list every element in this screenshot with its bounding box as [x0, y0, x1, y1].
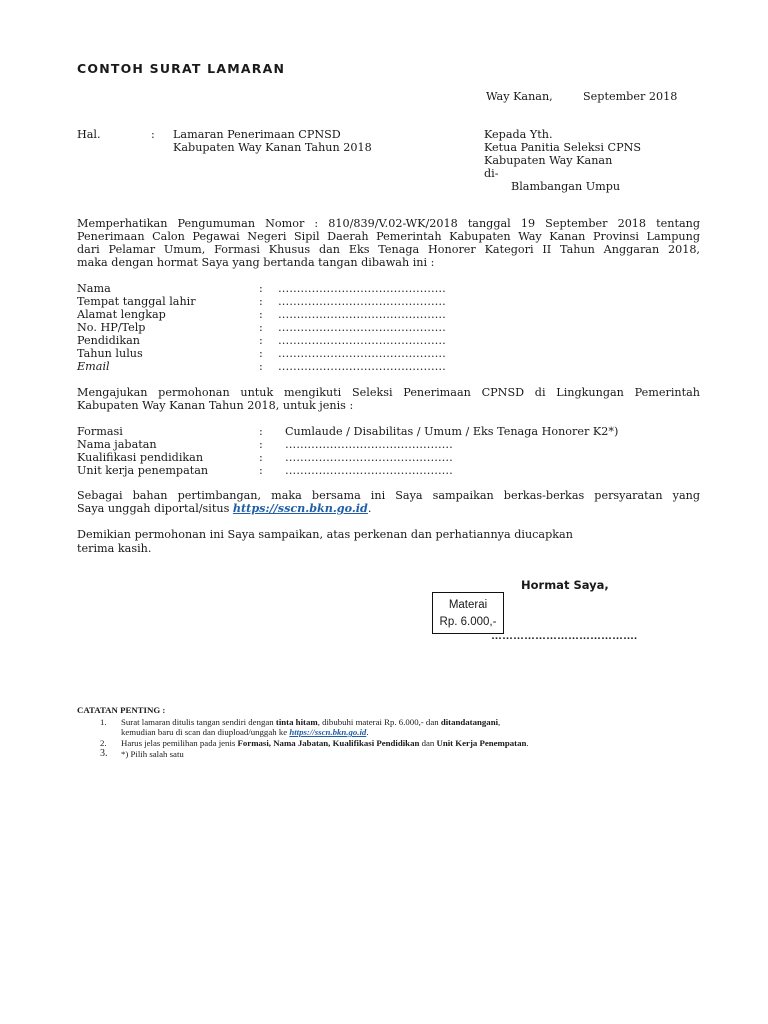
note-sscn-link[interactable]: https://sscn.bkn.go.id [289, 727, 367, 737]
notes-heading: CATATAN PENTING : [77, 705, 166, 715]
field-blank: ……………………………………… [278, 360, 446, 373]
signature-greeting: Hormat Saya, [521, 578, 609, 592]
field-label: Pendidikan [77, 334, 140, 347]
hal-line-1: Lamaran Penerimaan CPNSD [173, 128, 341, 141]
field-blank: ……………………………………… [278, 308, 446, 321]
field-label: Tahun lulus [77, 347, 143, 360]
recipient-line: Blambangan Umpu [511, 180, 621, 193]
note-number: 1. [100, 717, 107, 727]
apply-line: Mengajukan permohonan untuk mengikuti Seleksi Penerimaan CPNSD di Lingkungan Pemerintah [77, 386, 700, 399]
field-blank: ……………………………………… [278, 334, 446, 347]
field-colon: : [259, 282, 263, 295]
materai-label: Materai [448, 599, 488, 611]
consider-line [77, 502, 371, 515]
recipient-line: Kepada Yth. [484, 128, 553, 141]
field-label: Nama [77, 282, 111, 295]
formasi-blank: ……………………………………… [285, 451, 453, 464]
formasi-colon: : [259, 438, 263, 451]
field-blank: ……………………………………… [278, 295, 446, 308]
recipient-line: di- [484, 167, 499, 180]
note-item [0, 738, 768, 749]
note-text: *) Pilih salah satu [121, 749, 184, 759]
hal-colon: : [151, 128, 155, 141]
intro-line: dari Pelamar Umum, Formasi Khusus dan Eks Tenaga Honorer Kategori II Tahun Anggaran 2018, [77, 243, 700, 256]
field-colon: : [259, 347, 263, 360]
intro-line: Memperhatikan Pengumuman Nomor : 810/839/V.02-WK/2018 tanggal 19 September 2018 tentang [77, 217, 700, 230]
consider-text: Saya unggah diportal/situs [77, 502, 233, 515]
signature-name-line: …………………………………. [491, 630, 638, 642]
page-title: CONTOH SURAT LAMARAN [77, 61, 286, 76]
recipient-line: Kabupaten Way Kanan [484, 154, 613, 167]
field-colon: : [259, 360, 263, 373]
formasi-colon: : [259, 425, 263, 438]
intro-line: maka dengan hormat Saya yang bertanda tangan dibawah ini : [77, 256, 435, 269]
formasi-label: Nama jabatan [77, 438, 157, 451]
field-label: Tempat tanggal lahir [77, 295, 196, 308]
hal-label: Hal. [77, 128, 101, 141]
formasi-label: Kualifikasi pendidikan [77, 451, 204, 464]
field-label: Email [77, 360, 110, 373]
materai-value: Rp. 6.000,- [439, 616, 497, 628]
field-label: Alamat lengkap [77, 308, 166, 321]
formasi-blank: ……………………………………… [285, 464, 453, 477]
formasi-value: Cumlaude / Disabilitas / Umum / Eks Tenaga Honorer K2*) [285, 425, 619, 438]
field-colon: : [259, 321, 263, 334]
apply-line: Kabupaten Way Kanan Tahun 2018, untuk jenis : [77, 399, 354, 412]
note-number: 2. [100, 738, 107, 748]
hal-line-2: Kabupaten Way Kanan Tahun 2018 [173, 141, 372, 154]
formasi-blank: ……………………………………… [285, 438, 453, 451]
note-item [0, 717, 768, 739]
place: Way Kanan, [486, 90, 553, 103]
consider-line: Sebagai bahan pertimbangan, maka bersama ini Saya sampaikan berkas-berkas persyaratan yang [77, 489, 700, 502]
note-text: Surat lamaran ditulis tangan sendiri dengan tinta hitam, dibubuhi materai Rp. 6.000,- dan ditandatangani, kemudian baru di scan dan diupload/unggah ke https://sscn.bkn.go.id. [121, 717, 501, 737]
field-colon: : [259, 295, 263, 308]
field-blank: ……………………………………… [278, 347, 446, 360]
formasi-colon: : [259, 464, 263, 477]
recipient-line: Ketua Panitia Seleksi CPNS [484, 141, 642, 154]
note-text: Harus jelas pemilihan pada jenis Formasi, Nama Jabatan, Kualifikasi Pendidikan dan Unit Kerja Penempatan. [121, 738, 529, 748]
materai-stamp-box [432, 592, 504, 634]
formasi-label: Formasi [77, 425, 123, 438]
closing-line: terima kasih. [77, 542, 152, 555]
field-blank: ……………………………………… [278, 321, 446, 334]
field-colon: : [259, 308, 263, 321]
sscn-link[interactable]: https://sscn.bkn.go.id [232, 501, 368, 515]
intro-line: Penerimaan Calon Pegawai Negeri Sipil Daerah Pemerintah Kabupaten Way Kanan Provinsi Lampung [77, 230, 700, 243]
field-blank: ……………………………………… [278, 282, 446, 295]
consider-period: . [367, 502, 372, 515]
formasi-label: Unit kerja penempatan [77, 464, 209, 477]
field-colon: : [259, 334, 263, 347]
note-item [0, 749, 768, 760]
closing-line: Demikian permohonan ini Saya sampaikan, atas perkenan dan perhatiannya diucapkan [77, 528, 573, 541]
formasi-colon: : [259, 451, 263, 464]
date: September 2018 [583, 90, 678, 103]
note-number: 3. [100, 748, 108, 759]
field-label: No. HP/Telp [77, 321, 146, 334]
